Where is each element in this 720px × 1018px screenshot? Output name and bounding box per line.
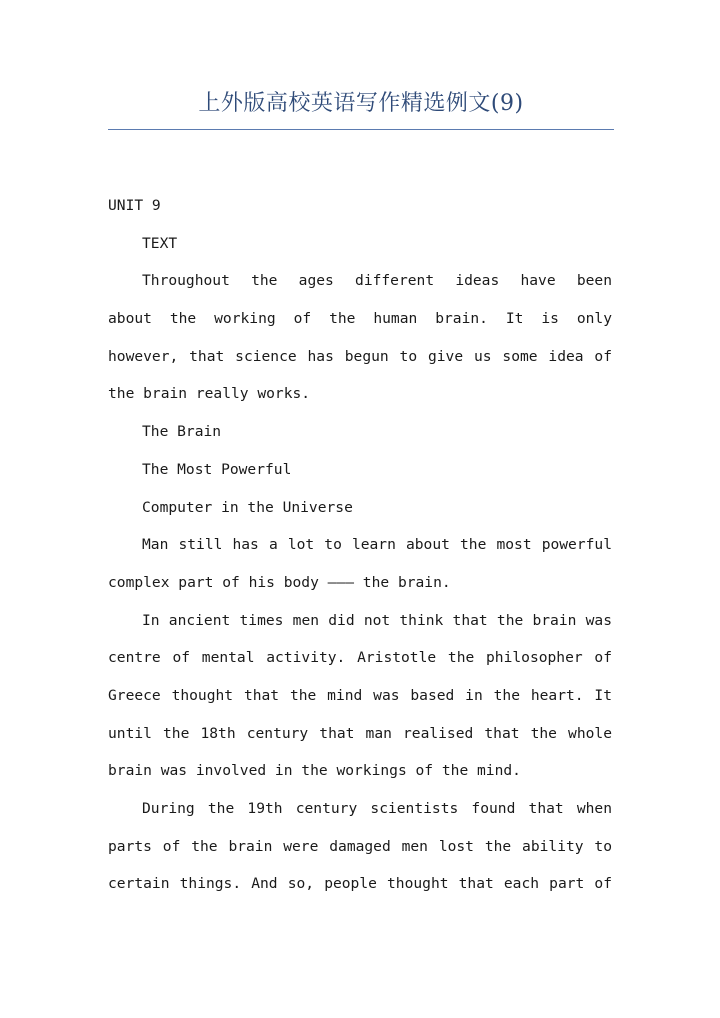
paragraph-line: the brain really works. [108, 385, 311, 403]
paragraph-line: about the working of the human brain. It is only [108, 310, 612, 328]
paragraph-line: brain was involved in the workings of the mind. [108, 762, 521, 780]
paragraph-line: During the 19th century scientists found that when [142, 800, 612, 817]
paragraph-line: certain things. And so, people thought that each part of [108, 875, 612, 893]
paragraph-line: however, that science has begun to give us some idea of [108, 347, 612, 365]
subtitle-line: The Brain [142, 423, 222, 441]
text-heading: TEXT [142, 234, 178, 252]
paragraph-line: Greece thought that the mind was based in the heart. It [108, 686, 612, 704]
subtitle-line: The Most Powerful [142, 460, 292, 478]
document-title: 上外版高校英语写作精选例文(9) [198, 91, 524, 116]
document-body [108, 187, 612, 903]
paragraph-line: complex part of his body ——— the brain. [108, 573, 451, 591]
paragraph-line: until the 18th century that man realised that the whole [108, 724, 612, 742]
paragraph-line: parts of the brain were damaged men lost the ability to [108, 837, 612, 855]
paragraph-line: In ancient times men did not think that the brain was [142, 611, 612, 629]
subtitle-line: Computer in the Universe [142, 498, 353, 516]
paragraph-line: Throughout the ages different ideas have been [142, 272, 612, 290]
unit-heading: UNIT 9 [108, 197, 161, 214]
paragraph-line: centre of mental activity. Aristotle the philosopher of [108, 649, 612, 667]
paragraph-line: Man still has a lot to learn about the most powerful [142, 536, 612, 554]
title-underline [108, 129, 614, 130]
